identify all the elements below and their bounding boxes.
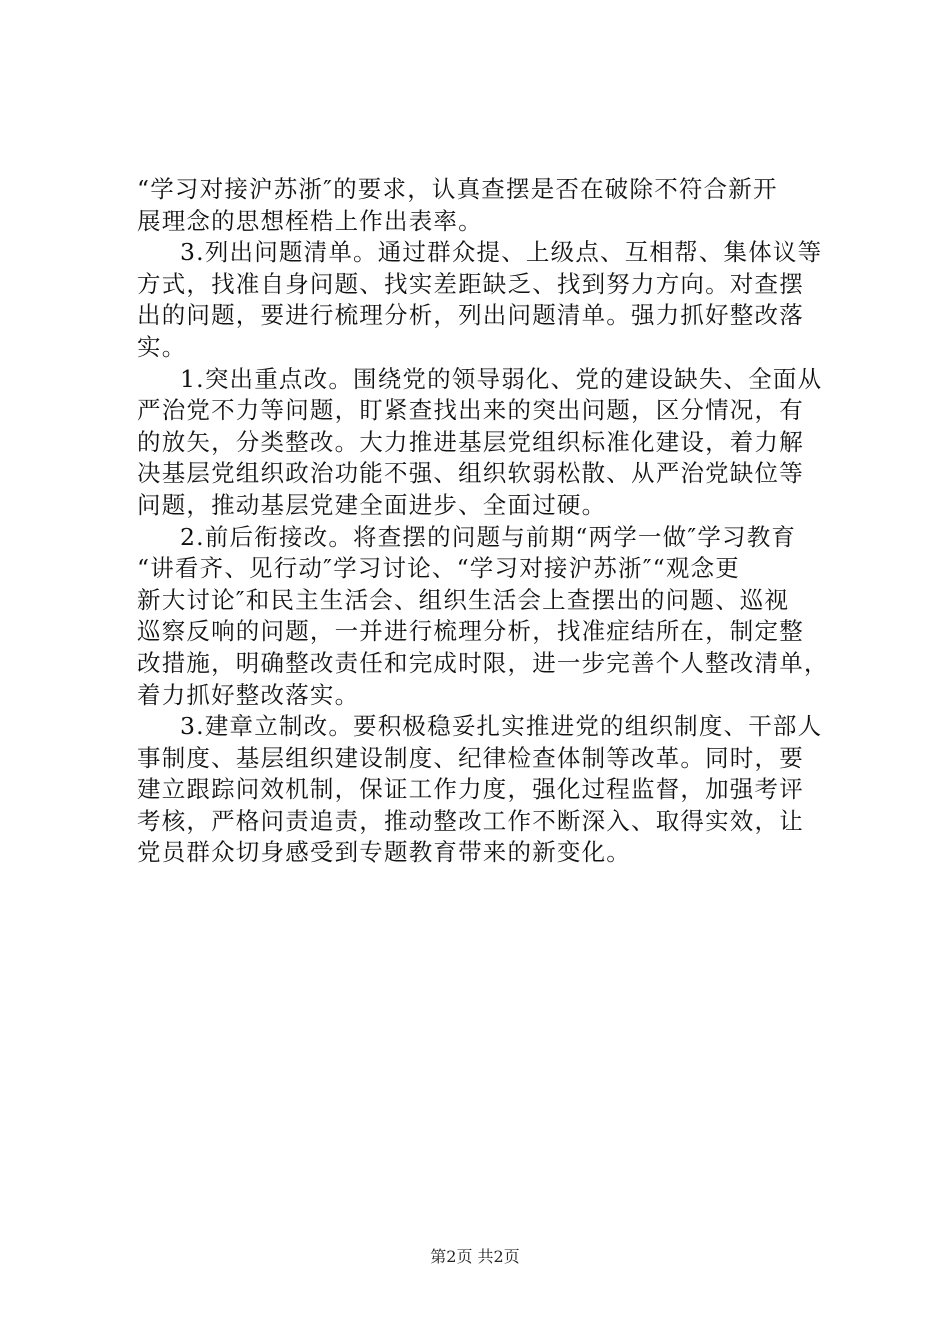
- text-line: 建立跟踪问效机制，保证工作力度，强化过程监督，加强考评: [137, 775, 804, 804]
- text-line: “讲看齐、见行动″学习讨论、“学习对接沪苏浙″“观念更: [137, 554, 740, 583]
- document-body: [137, 174, 837, 869]
- text-line: 严治党不力等问题，盯紧查找出来的突出问题，区分情况，有: [137, 396, 804, 425]
- text-line: 出的问题，要进行梳理分析，列出问题清单。强力抓好整改落: [137, 301, 804, 330]
- text-line: “学习对接沪苏浙″的要求，认真查摆是否在破除不符合新开: [137, 175, 778, 203]
- text-line: 巡察反响的问题，一并进行梳理分析，找准症结所在，制定整: [137, 617, 804, 646]
- text-line: 事制度、基层组织建设制度、纪律检查体制等改革。同时，要: [137, 743, 804, 772]
- text-line: 1.突出重点改。围绕党的领导弱化、党的建设缺失、全面从: [180, 364, 823, 393]
- text-line: 决基层党组织政治功能不强、组织软弱松散、从严治党缺位等: [137, 459, 804, 488]
- text-line: 问题，推动基层党建全面进步、全面过硬。: [137, 490, 607, 519]
- text-line: 方式，找准自身问题、找实差距缺乏、找到努力方向。对查摆: [137, 269, 804, 298]
- text-line: 着力抓好整改落实。: [137, 680, 360, 709]
- text-line: 改措施，明确整改责任和完成时限，进一步完善个人整改清单，: [137, 648, 829, 677]
- text-line: 展理念的思想桎梏上作出表率。: [137, 206, 483, 235]
- text-line: 实。: [137, 332, 187, 361]
- text-line: 新大讨论″和民主生活会、组织生活会上查摆出的问题、巡视: [137, 585, 790, 614]
- text-line: 3.建章立制改。要积极稳妥扎实推进党的组织制度、干部人: [180, 712, 823, 741]
- page-number-footer: 第2页 共2页: [430, 1247, 520, 1266]
- text-line: 的放矢，分类整改。大力推进基层党组织标准化建设，着力解: [137, 427, 804, 456]
- text-line: 3.列出问题清单。通过群众提、上级点、互相帮、集体议等: [180, 238, 823, 267]
- text-line: 考核，严格问责追责，推动整改工作不断深入、取得实效，让: [137, 806, 804, 835]
- text-line: 2.前后衔接改。将查摆的问题与前期“两学一做″学习教育: [180, 522, 797, 551]
- text-line: 党员群众切身感受到专题教育带来的新变化。: [137, 838, 631, 867]
